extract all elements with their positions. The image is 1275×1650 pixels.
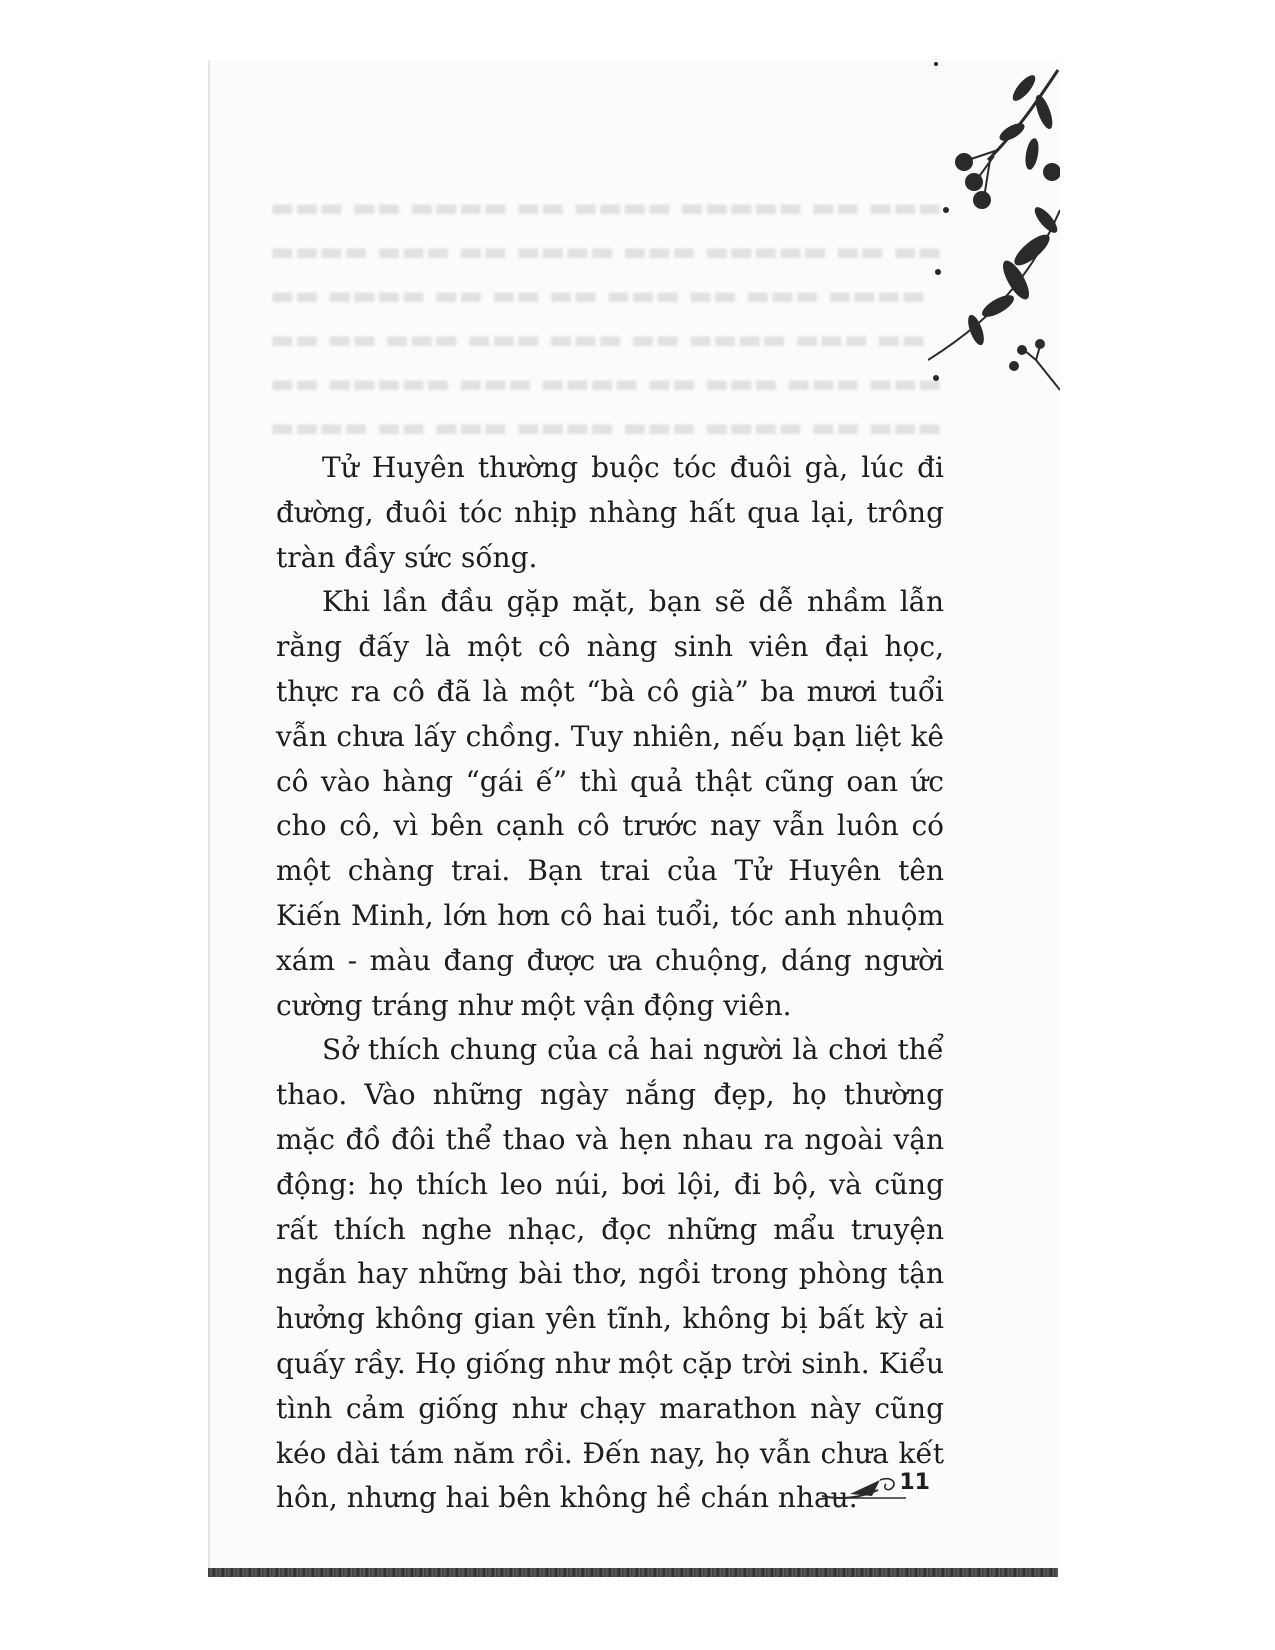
book-page	[208, 60, 1060, 1568]
body-text	[276, 446, 944, 1521]
page-number: 11	[899, 1470, 930, 1495]
bleed-through-text: ▬▬▬ ▬▬ ▬▬▬▬ ▬▬ ▬▬▬▬ ▬▬▬▬▬ ▬▬ ▬▬▬ ▬▬▬▬ ▬▬▬ ▬▬ ▬▬▬▬ ▬▬▬ ▬▬▬▬▬ ▬▬ ▬▬ ▬▬ ▬▬▬▬ ▬▬ ▬▬ ▬▬ ▬▬▬ ▬▬ ▬▬▬ ▬▬▬▬ ▬▬ ▬▬ ▬▬▬ ▬▬▬ ▬▬▬ ▬▬ ▬▬▬▬ ▬▬▬ ▬▬ ▬▬ ▬▬▬▬▬ ▬▬▬ ▬▬▬▬ ▬▬ ▬▬▬ ▬▬▬ ▬▬▬ ▬▬▬▬ ▬▬ ▬▬▬ ▬▬▬▬ ▬▬▬ ▬▬▬▬ ▬▬ ▬▬▬	[270, 193, 942, 443]
page-bottom-edge	[208, 1568, 1058, 1577]
paragraph: Sở thích chung của cả hai người là chơi thể thao. Vào những ngày nắng đẹp, họ thường mặc đồ đôi thể thao và hẹn nhau ra ngoài vận động: họ thích leo núi, bơi lội, đi bộ, và cũng rất thích nghe nhạc, đọc những mẩu truyện ngắn hay những bài thơ, ngồi trong phòng tận hưởng không gian yên tĩnh, không bị bất kỳ ai quấy rầy. Họ giống như một cặp trời sinh. Kiểu tình cảm giống như chạy marathon này cũng kéo dài tám năm rồi. Đến nay, họ vẫn chưa kết hôn, nhưng hai bên không hề chán nhau.	[276, 1033, 944, 1515]
page-footer	[820, 1468, 930, 1518]
paragraph: Tử Huyên thường buộc tóc đuôi gà, lúc đi đường, đuôi tóc nhịp nhàng hất qua lại, trông tràn đầy sức sống.	[276, 451, 944, 574]
paragraph: Khi lần đầu gặp mặt, bạn sẽ dễ nhầm lẫn rằng đấy là một cô nàng sinh viên đại học, thực ra cô đã là một “bà cô già” ba mươi tuổi vẫn chưa lấy chồng. Tuy nhiên, nếu bạn liệt kê cô vào hàng “gái ế” thì quả thật cũng oan ức cho cô, vì bên cạnh cô trước nay vẫn luôn có một chàng trai. Bạn trai của Tử Huyên tên Kiến Minh, lớn hơn cô hai tuổi, tóc anh nhuộm xám - màu đang được ưa chuộng, dáng người cường tráng như một vận động viên.	[276, 585, 944, 1022]
paper-plane-swirl-icon	[820, 1474, 908, 1504]
branch-leaves-berries-icon	[928, 60, 1060, 420]
